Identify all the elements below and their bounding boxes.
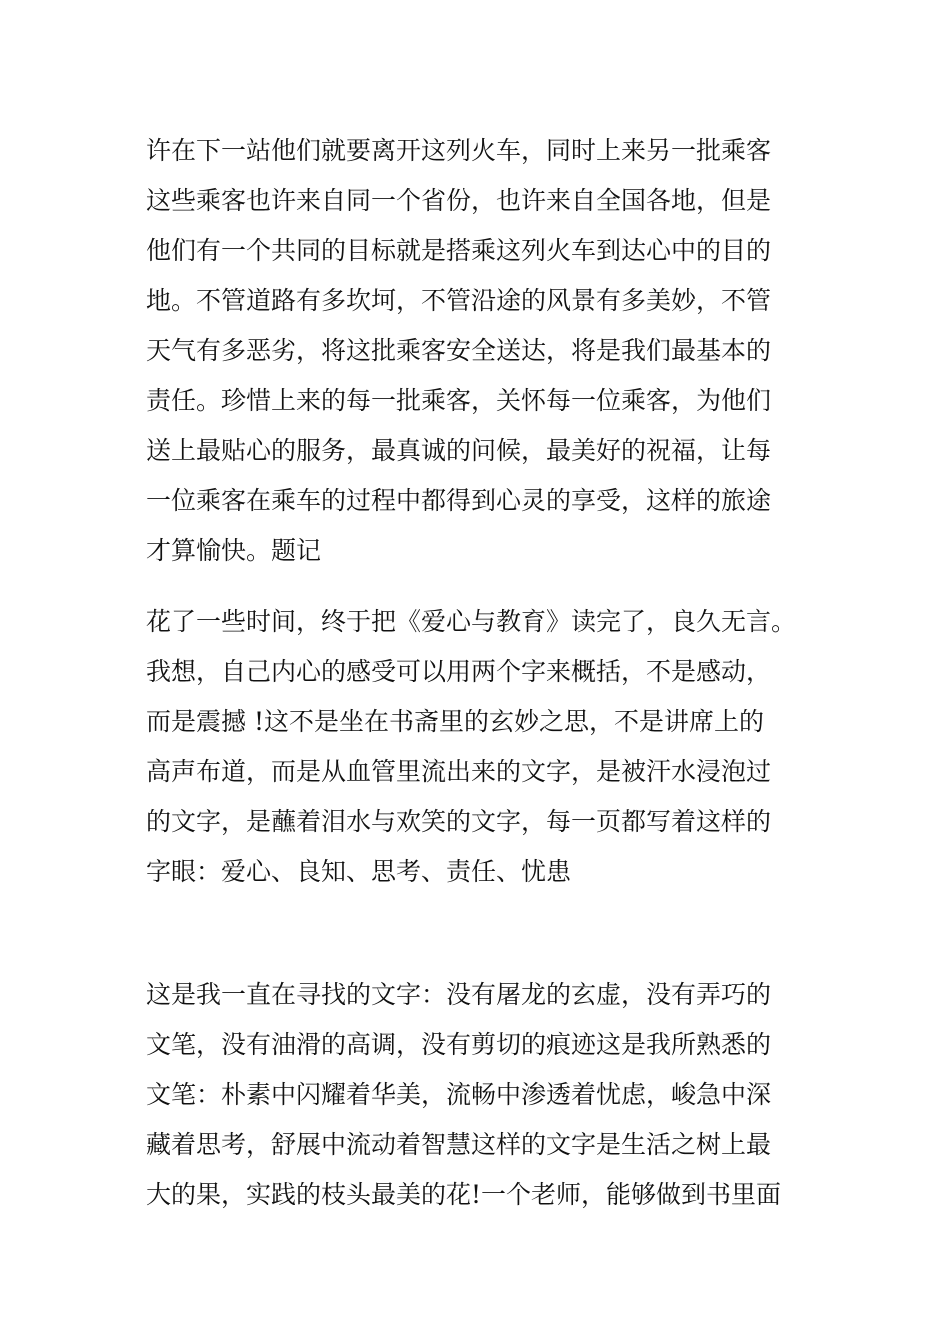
text-line: 而是震撼 !这不是坐在书斋里的玄妙之思，不是讲席上的 — [146, 707, 764, 736]
text-line: 字眼：爱心、良知、思考、责任、忧患 — [146, 857, 572, 886]
text-line: 天气有多恶劣，将这批乘客安全送达，将是我们最基本的 — [146, 336, 772, 365]
paragraph-1 — [146, 126, 846, 576]
text-line: 地。不管道路有多坎坷，不管沿途的风景有多美妙，不管 — [146, 286, 772, 315]
paragraph-2 — [146, 597, 846, 897]
text-line: 一位乘客在乘车的过程中都得到心灵的享受，这样的旅途 — [146, 486, 772, 515]
text-line: 我想，自己内心的感受可以用两个字来概括，不是感动， — [146, 657, 772, 686]
text-line: 他们有一个共同的目标就是搭乘这列火车到达心中的目的 — [146, 236, 772, 265]
text-line: 的文字，是蘸着泪水与欢笑的文字，每一页都写着这样的 — [146, 807, 772, 836]
text-line: 这是我一直在寻找的文字：没有屠龙的玄虚，没有弄巧的 — [146, 980, 772, 1009]
text-line: 送上最贴心的服务，最真诚的问候，最美好的祝福，让每 — [146, 436, 772, 465]
text-line: 文笔，没有油滑的高调，没有剪切的痕迹这是我所熟悉的 — [146, 1030, 772, 1059]
text-line: 花了一些时间，终于把《爱心与教育》读完了，良久无言。 — [146, 607, 797, 636]
text-line: 才算愉快。题记 — [146, 536, 322, 565]
text-line: 高声布道，而是从血管里流出来的文字，是被汗水浸泡过 — [146, 757, 772, 786]
text-line: 许在下一站他们就要离开这列火车，同时上来另一批乘客 — [146, 136, 772, 165]
text-line: 藏着思考，舒展中流动着智慧这样的文字是生活之树上最 — [146, 1130, 772, 1159]
text-line: 责任。珍惜上来的每一批乘客，关怀每一位乘客，为他们 — [146, 386, 772, 415]
text-line: 大的果，实践的枝头最美的花!一个老师，能够做到书里面 — [146, 1180, 782, 1209]
text-line: 这些乘客也许来自同一个省份，也许来自全国各地，但是 — [146, 186, 772, 215]
paragraph-3 — [146, 970, 846, 1220]
text-line: 文笔：朴素中闪耀着华美，流畅中渗透着忧虑，峻急中深 — [146, 1080, 772, 1109]
